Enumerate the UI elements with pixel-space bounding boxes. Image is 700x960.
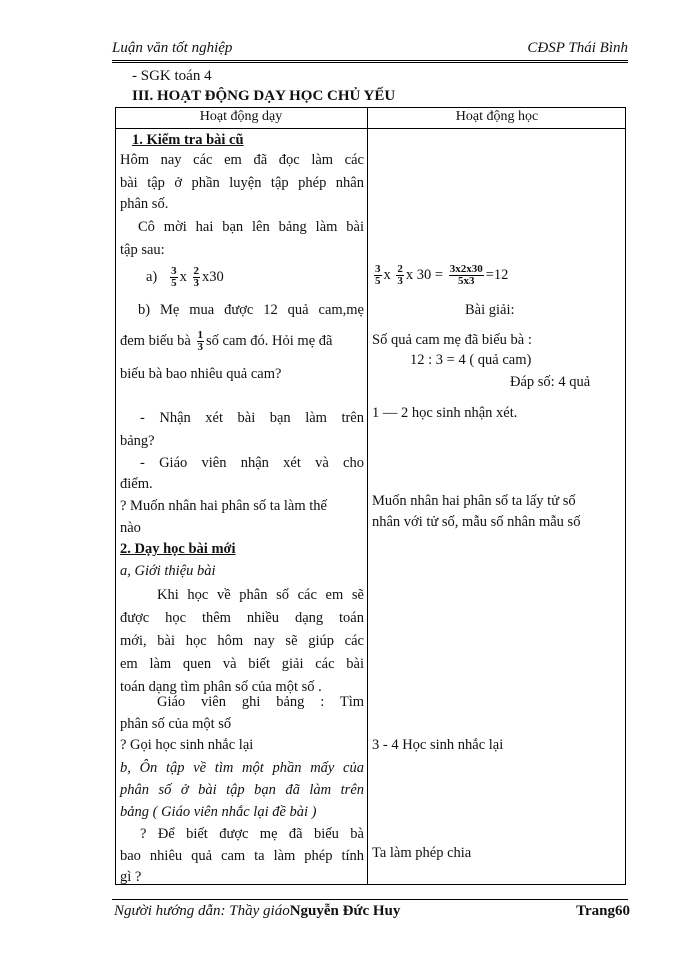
fraction: $\frac{2}{3}$ bbox=[193, 265, 200, 289]
student-solution-title: Bài giải: bbox=[465, 302, 515, 318]
teacher-text: ? Để biết được mẹ đã biếu bà bbox=[140, 826, 364, 842]
header-rule bbox=[112, 60, 628, 61]
column-header-teacher: Hoạt động dạy bbox=[199, 109, 283, 124]
footer-rule bbox=[112, 899, 628, 900]
heading-introduction: a, Giới thiệu bài bbox=[120, 563, 216, 579]
fraction: $\frac{3x2x30}{5x3}$ bbox=[449, 263, 483, 287]
student-answer-a: $\frac{3}{5}$ x $\frac{2}{3}$ x 30 = $\frac{3x2x30}{5x3}$ =12 bbox=[375, 263, 509, 287]
teacher-text: em làm quen và biết giải các bài bbox=[120, 656, 364, 672]
header-rule-2 bbox=[112, 62, 628, 63]
exercise-a: a) $\frac{3}{5}$ x $\frac{2}{3}$ x30 bbox=[146, 265, 224, 289]
materials-line: - SGK toán 4 bbox=[132, 68, 212, 84]
heading-review: bảng ( Giáo viên nhắc lại đề bài ) bbox=[120, 804, 317, 820]
teacher-text: phân số của một số bbox=[120, 716, 232, 732]
column-divider bbox=[367, 107, 368, 885]
teacher-text: bài tập ở phần luyện tập phép nhân bbox=[120, 175, 364, 191]
section-title: III. HOẠT ĐỘNG DẠY HỌC CHỦ YẾU bbox=[132, 88, 396, 104]
teacher-text: - Giáo viên nhận xét và cho bbox=[140, 455, 364, 471]
teacher-text: tập sau: bbox=[120, 242, 165, 258]
teacher-text: biếu bà bao nhiêu quả cam? bbox=[120, 366, 282, 382]
teacher-text: ? Muốn nhân hai phân số ta làm thế bbox=[120, 498, 327, 514]
fraction: $\frac{3}{5}$ bbox=[375, 263, 381, 287]
teacher-text: toán dạng tìm phân số của một số . bbox=[120, 679, 322, 695]
student-text: Số quả cam mẹ đã biếu bà : bbox=[372, 332, 532, 348]
teacher-text: mới, bài học hôm nay sẽ giúp các bbox=[120, 633, 364, 649]
teacher-text: bao nhiêu quả cam ta làm phép tính bbox=[120, 848, 364, 864]
header-right: CĐSP Thái Bình bbox=[527, 40, 628, 56]
student-text: 1 — 2 học sinh nhận xét. bbox=[372, 405, 518, 421]
header-row-divider bbox=[115, 128, 626, 129]
teacher-text: gì ? bbox=[120, 869, 142, 885]
teacher-text: Hôm nay các em đã đọc làm các bbox=[120, 152, 364, 168]
student-text: Ta làm phép chia bbox=[372, 845, 472, 861]
heading-review: phân số ở bài tập bạn đã làm trên bbox=[120, 782, 364, 798]
heading-check-old-lesson: 1. Kiểm tra bài cũ bbox=[132, 132, 244, 148]
exercise-b-line2: đem biếu bà $\frac{1}{3}$ số cam đó. Hỏi mẹ đã bbox=[120, 329, 333, 353]
teacher-text: ? Gọi học sinh nhắc lại bbox=[120, 737, 254, 753]
student-text: 12 : 3 = 4 ( quả cam) bbox=[410, 352, 532, 368]
column-header-student: Hoạt động học bbox=[455, 109, 539, 124]
exercise-b: b) Mẹ mua được 12 quả cam,mẹ bbox=[138, 302, 364, 318]
exercise-a-label: a) bbox=[146, 268, 158, 285]
fraction: $\frac{2}{3}$ bbox=[397, 263, 403, 287]
fraction: $\frac{3}{5}$ bbox=[171, 265, 177, 289]
student-text: nhân với tử số, mẫu số nhân mẫu số bbox=[372, 514, 581, 530]
heading-new-lesson: 2. Dạy học bài mới bbox=[120, 541, 236, 557]
teacher-text: Cô mời hai bạn lên bảng làm bài bbox=[138, 219, 364, 235]
header-left: Luận văn tốt nghiệp bbox=[112, 40, 233, 56]
teacher-text: được học thêm nhiều dạng toán bbox=[120, 610, 364, 626]
teacher-text: Giáo viên ghi bảng : Tìm bbox=[157, 694, 364, 710]
teacher-text: phân số. bbox=[120, 196, 169, 212]
teacher-text: điểm. bbox=[120, 476, 153, 492]
teacher-text: Khi học về phân số các em sẽ bbox=[157, 587, 364, 603]
student-text: Muốn nhân hai phân số ta lấy tử số bbox=[372, 493, 576, 509]
teacher-text: - Nhận xét bài bạn làm trên bbox=[140, 410, 364, 426]
heading-review: b, Ôn tập về tìm một phần mấy của bbox=[120, 760, 364, 776]
teacher-text: bảng? bbox=[120, 433, 155, 449]
student-answer: Đáp số: 4 quả bbox=[510, 374, 591, 390]
page-number: Trang60 bbox=[576, 903, 630, 919]
footer-advisor: Người hướng dẫn: Thầy giáoNguyễn Đức Huy bbox=[114, 903, 401, 919]
teacher-text: nào bbox=[120, 520, 141, 536]
fraction: $\frac{1}{3}$ bbox=[197, 329, 203, 353]
student-text: 3 - 4 Học sinh nhắc lại bbox=[372, 737, 504, 753]
